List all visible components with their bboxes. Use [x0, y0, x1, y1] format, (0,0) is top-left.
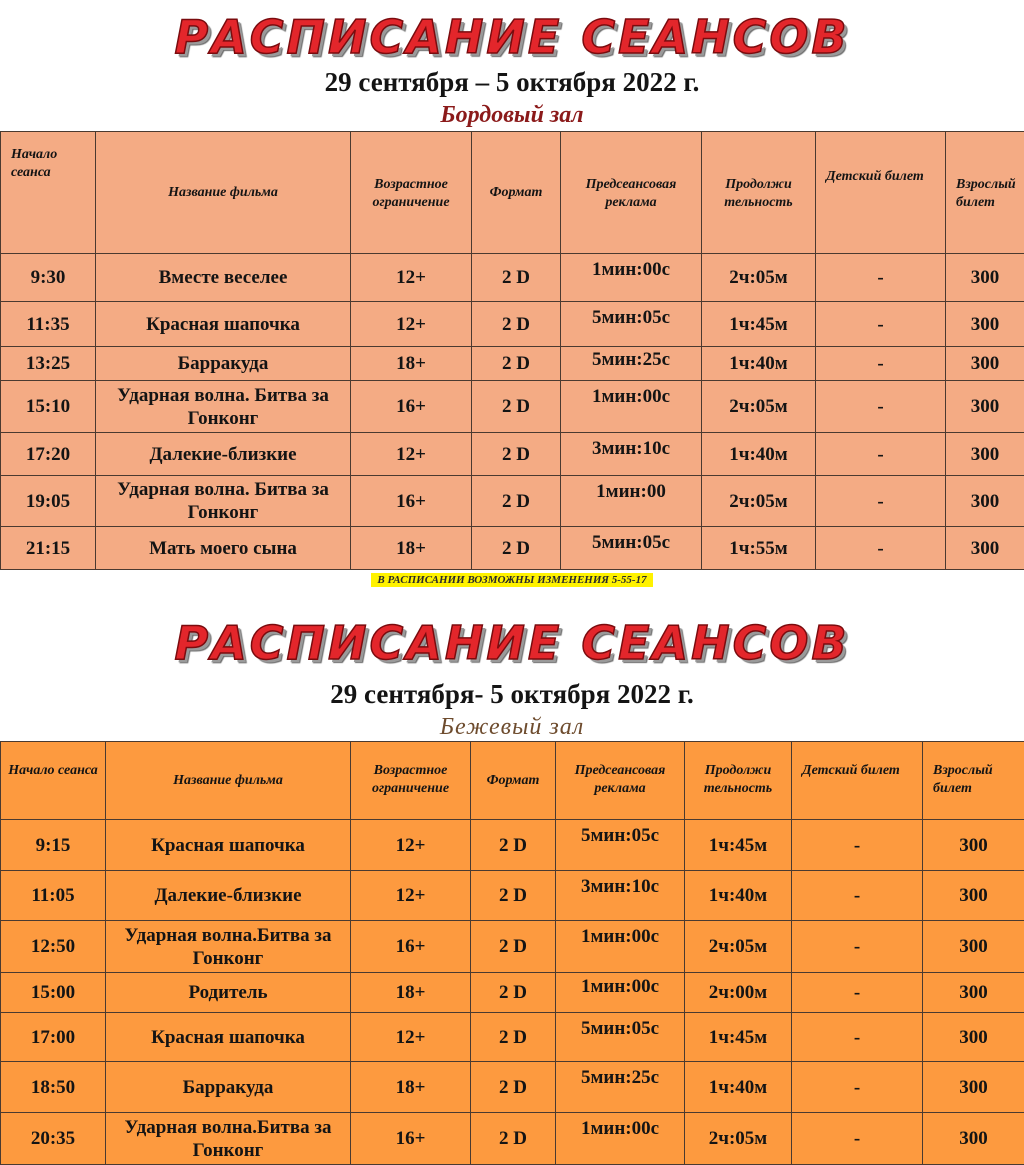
cell-duration: 2ч:05м: [702, 476, 816, 527]
header-film: Название фильма: [106, 742, 351, 820]
cell-age: 18+: [351, 973, 471, 1013]
cell-start: 9:15: [1, 820, 106, 871]
cell-format: 2 D: [472, 433, 561, 476]
cell-start: 18:50: [1, 1062, 106, 1113]
cell-ads: 1мин:00с: [561, 381, 702, 433]
header-adult: Взрослый билет: [923, 742, 1024, 820]
cell-age: 12+: [351, 302, 472, 347]
cell-age: 18+: [351, 527, 472, 570]
schedule-dates-1: 29 сентября – 5 октября 2022 г.: [0, 66, 1024, 98]
cell-film: Ударная волна.Битва за Гонконг: [106, 921, 351, 973]
header-age: Возрастное ограничение: [351, 132, 472, 254]
cell-adult: 300: [923, 973, 1024, 1013]
cell-ads: 1мин:00с: [556, 973, 685, 1013]
cell-child: -: [816, 527, 946, 570]
cell-age: 12+: [351, 1013, 471, 1062]
cell-format: 2 D: [472, 254, 561, 302]
cell-format: 2 D: [472, 347, 561, 381]
cell-child: -: [792, 871, 923, 921]
cell-adult: 300: [923, 820, 1024, 871]
cell-child: -: [792, 973, 923, 1013]
cell-child: -: [792, 921, 923, 973]
header-duration: Продолжи тельность: [685, 742, 792, 820]
cell-duration: 1ч:40м: [685, 1062, 792, 1113]
cell-duration: 1ч:40м: [685, 871, 792, 921]
header-format: Формат: [472, 132, 561, 254]
cell-ads: 5мин:25с: [561, 347, 702, 381]
cell-duration: 1ч:40м: [702, 347, 816, 381]
cell-film: Барракуда: [96, 347, 351, 381]
cell-duration: 1ч:45м: [685, 1013, 792, 1062]
cell-adult: 300: [946, 347, 1024, 381]
header-format: Формат: [471, 742, 556, 820]
table-row: [1, 820, 1024, 871]
cell-start: 9:30: [1, 254, 96, 302]
header-adult: Взрослый билет: [946, 132, 1024, 254]
header-duration: Продолжи тельность: [702, 132, 816, 254]
cell-format: 2 D: [471, 1113, 556, 1165]
header-start: Начало сеанса: [1, 132, 96, 254]
cell-age: 12+: [351, 871, 471, 921]
cell-adult: 300: [946, 302, 1024, 347]
cell-duration: 2ч:05м: [702, 254, 816, 302]
hall-name-2: Бежевый зал: [0, 713, 1024, 741]
cell-start: 20:35: [1, 1113, 106, 1165]
cell-duration: 1ч:45м: [685, 820, 792, 871]
cell-adult: 300: [923, 921, 1024, 973]
cell-start: 13:25: [1, 347, 96, 381]
cell-ads: 1мин:00с: [561, 254, 702, 302]
cell-format: 2 D: [472, 381, 561, 433]
cell-age: 16+: [351, 381, 472, 433]
cell-start: 15:10: [1, 381, 96, 433]
cell-ads: 3мин:10с: [561, 433, 702, 476]
cell-ads: 5мин:05с: [556, 1013, 685, 1062]
cell-duration: 1ч:40м: [702, 433, 816, 476]
table-header-row: [1, 742, 1024, 820]
cell-adult: 300: [946, 254, 1024, 302]
table-row: [1, 1113, 1024, 1165]
cell-format: 2 D: [471, 1062, 556, 1113]
schedule-table-2: [0, 741, 1024, 1165]
header-age: Возрастное ограничение: [351, 742, 471, 820]
table-row: [1, 871, 1024, 921]
cell-ads: 1мин:00с: [556, 1113, 685, 1165]
table-row: [1, 527, 1024, 570]
cell-duration: 2ч:05м: [702, 381, 816, 433]
cell-child: -: [792, 1013, 923, 1062]
cell-film: Далекие-близкие: [96, 433, 351, 476]
cell-adult: 300: [946, 476, 1024, 527]
cell-start: 15:00: [1, 973, 106, 1013]
cell-child: -: [816, 476, 946, 527]
cell-start: 11:05: [1, 871, 106, 921]
cell-duration: 2ч:00м: [685, 973, 792, 1013]
cell-age: 16+: [351, 476, 472, 527]
cell-film: Ударная волна. Битва за Гонконг: [96, 476, 351, 527]
cell-format: 2 D: [471, 921, 556, 973]
cell-film: Мать моего сына: [96, 527, 351, 570]
table-header-row: [1, 132, 1024, 254]
cell-format: 2 D: [471, 871, 556, 921]
cell-child: -: [792, 1113, 923, 1165]
cell-film: Красная шапочка: [96, 302, 351, 347]
cell-start: 21:15: [1, 527, 96, 570]
table-row: [1, 302, 1024, 347]
cell-ads: 5мин:05с: [556, 820, 685, 871]
cell-start: 17:20: [1, 433, 96, 476]
cell-format: 2 D: [471, 1013, 556, 1062]
cell-age: 12+: [351, 820, 471, 871]
schedule-title-2: РАСПИСАНИЕ СЕАНСОВ: [0, 616, 1024, 670]
table-row: [1, 921, 1024, 973]
cell-duration: 2ч:05м: [685, 1113, 792, 1165]
header-child: Детский билет: [816, 132, 946, 254]
hall-name-1: Бордовый зал: [0, 101, 1024, 129]
cell-age: 18+: [351, 347, 472, 381]
schedule-table-1: [0, 131, 1024, 570]
cell-ads: 3мин:10с: [556, 871, 685, 921]
schedule-dates-2: 29 сентября- 5 октября 2022 г.: [0, 678, 1024, 710]
cell-adult: 300: [946, 381, 1024, 433]
cell-film: Родитель: [106, 973, 351, 1013]
cell-adult: 300: [923, 1113, 1024, 1165]
cell-format: 2 D: [472, 476, 561, 527]
cell-duration: 1ч:45м: [702, 302, 816, 347]
cell-duration: 1ч:55м: [702, 527, 816, 570]
cell-film: Ударная волна. Битва за Гонконг: [96, 381, 351, 433]
cell-duration: 2ч:05м: [685, 921, 792, 973]
header-ads: Предсеансовая реклама: [556, 742, 685, 820]
cell-start: 12:50: [1, 921, 106, 973]
table-row: [1, 381, 1024, 433]
cell-age: 12+: [351, 433, 472, 476]
cell-child: -: [792, 820, 923, 871]
cell-format: 2 D: [471, 973, 556, 1013]
cell-format: 2 D: [472, 527, 561, 570]
header-child: Детский билет: [792, 742, 923, 820]
cell-child: -: [816, 381, 946, 433]
table-row: [1, 433, 1024, 476]
cell-film: Барракуда: [106, 1062, 351, 1113]
header-film: Название фильма: [96, 132, 351, 254]
cell-ads: 5мин:25с: [556, 1062, 685, 1113]
header-ads: Предсеансовая реклама: [561, 132, 702, 254]
cell-child: -: [816, 254, 946, 302]
table-row: [1, 476, 1024, 527]
cell-child: -: [816, 433, 946, 476]
cell-age: 16+: [351, 1113, 471, 1165]
table-row: [1, 254, 1024, 302]
cell-ads: 5мин:05с: [561, 527, 702, 570]
cell-film: Далекие-близкие: [106, 871, 351, 921]
cell-format: 2 D: [472, 302, 561, 347]
cell-adult: 300: [923, 1013, 1024, 1062]
cell-film: Красная шапочка: [106, 820, 351, 871]
cell-age: 16+: [351, 921, 471, 973]
cell-age: 18+: [351, 1062, 471, 1113]
cell-start: 17:00: [1, 1013, 106, 1062]
schedule-notice: [0, 570, 1024, 586]
cell-adult: 300: [923, 1062, 1024, 1113]
cell-start: 11:35: [1, 302, 96, 347]
cell-ads: 5мин:05с: [561, 302, 702, 347]
schedule-title-1: РАСПИСАНИЕ СЕАНСОВ: [0, 10, 1024, 64]
cell-start: 19:05: [1, 476, 96, 527]
cell-adult: 300: [923, 871, 1024, 921]
cell-child: -: [816, 347, 946, 381]
header-start: Начало сеанса: [1, 742, 106, 820]
cell-format: 2 D: [471, 820, 556, 871]
cell-child: -: [816, 302, 946, 347]
table-row: [1, 1062, 1024, 1113]
table-row: [1, 347, 1024, 381]
cell-adult: 300: [946, 527, 1024, 570]
notice-text: В РАСПИСАНИИ ВОЗМОЖНЫ ИЗМЕНЕНИЯ 5-55-17: [371, 573, 652, 587]
table-row: [1, 973, 1024, 1013]
cell-film: Красная шапочка: [106, 1013, 351, 1062]
cell-ads: 1мин:00: [561, 476, 702, 527]
cell-film: Ударная волна.Битва за Гонконг: [106, 1113, 351, 1165]
cell-film: Вместе веселее: [96, 254, 351, 302]
table-row: [1, 1013, 1024, 1062]
cell-ads: 1мин:00с: [556, 921, 685, 973]
cell-age: 12+: [351, 254, 472, 302]
cell-adult: 300: [946, 433, 1024, 476]
cell-child: -: [792, 1062, 923, 1113]
